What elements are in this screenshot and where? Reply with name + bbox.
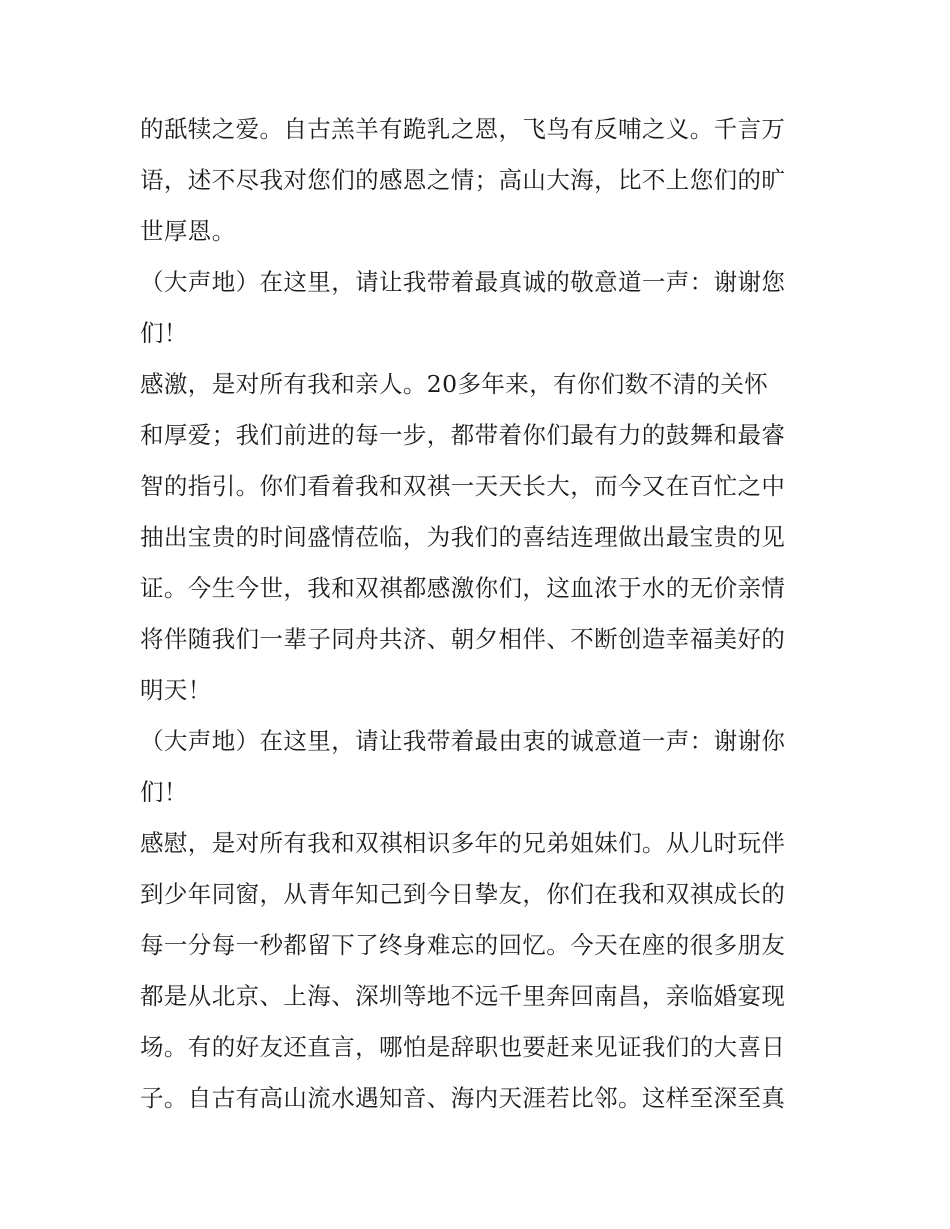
text-line: 们！ (140, 319, 188, 347)
text-line: 场。有的好友还直言，哪怕是辞职也要赶来见证我们的大喜日 (140, 1033, 786, 1061)
text-line: 们！ (140, 778, 188, 806)
text-line: 的舐犊之爱。自古羔羊有跪乳之恩，飞鸟有反哺之义。千言万 (140, 115, 786, 143)
text-line: 世厚恩。 (140, 217, 236, 245)
text-line: 感慰，是对所有我和双祺相识多年的兄弟姐妹们。从儿时玩伴 (140, 829, 786, 857)
text-line: 语，述不尽我对您们的感恩之情；高山大海，比不上您们的旷 (140, 166, 786, 194)
text-line: 明天！ (140, 676, 212, 704)
text-line: 智的指引。你们看着我和双祺一天天长大，而今又在百忙之中 (140, 472, 786, 500)
text-line: （大声地）在这里，请让我带着最真诚的敬意道一声：谢谢您 (140, 268, 786, 296)
text-line: 感激，是对所有我和亲人。20多年来，有你们数不清的关怀 (140, 370, 769, 398)
text-line: 到少年同窗，从青年知己到今日挚友，你们在我和双祺成长的 (140, 880, 786, 908)
document-body (140, 104, 815, 1124)
text-line: 将伴随我们一辈子同舟共济、朝夕相伴、不断创造幸福美好的 (140, 625, 786, 653)
text-line: 都是从北京、上海、深圳等地不远千里奔回南昌，亲临婚宴现 (140, 982, 786, 1010)
text-line: （大声地）在这里，请让我带着最由衷的诚意道一声：谢谢你 (140, 727, 786, 755)
text-line: 抽出宝贵的时间盛情莅临，为我们的喜结连理做出最宝贵的见 (140, 523, 786, 551)
text-line: 和厚爱；我们前进的每一步，都带着你们最有力的鼓舞和最睿 (140, 421, 786, 449)
text-line: 子。自古有高山流水遇知音、海内天涯若比邻。这样至深至真 (140, 1084, 786, 1112)
text-line: 证。今生今世，我和双祺都感激你们，这血浓于水的无价亲情 (140, 574, 786, 602)
text-line: 每一分每一秒都留下了终身难忘的回忆。今天在座的很多朋友 (140, 931, 786, 959)
